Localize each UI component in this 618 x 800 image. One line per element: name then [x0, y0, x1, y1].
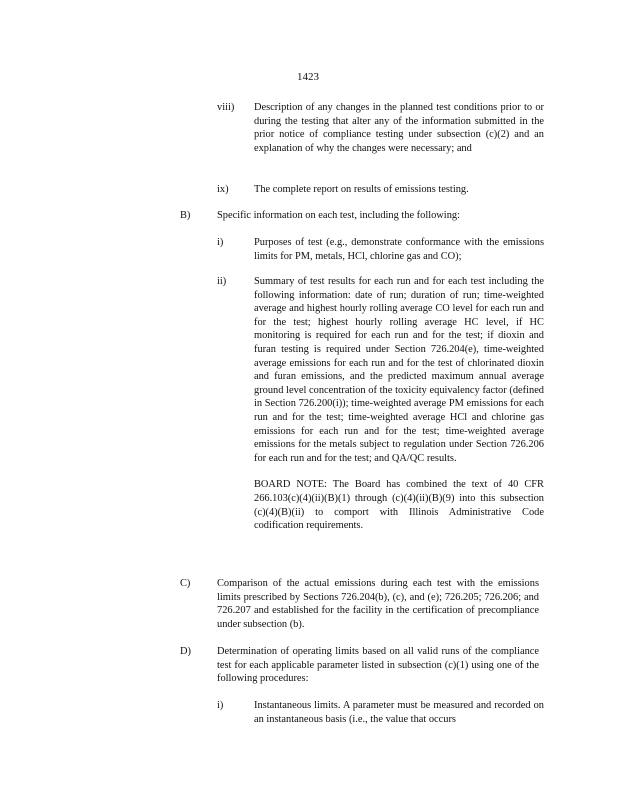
item-text-D-i [254, 699, 544, 726]
paragraph: Purposes of test (e.g., demonstrate conformance with the emissions limits for PM, metals, HCl, chlorine gas and CO); [254, 237, 544, 262]
item-text-D [217, 645, 539, 686]
paragraph: Instantaneous limits. A parameter must be measured and recorded on an instantaneous basis (i.e., the value that occurs [254, 700, 544, 725]
board-note: BOARD NOTE: The Board has combined the text of 40 CFR 266.103(c)(4)(ii)(B)(1) through (c)(4)(ii)(B)(9) into this subsection (c)(4)(B)(ii) to comport with Illinois Administrative Code codification requirements. [254, 479, 544, 532]
item-label-B-ii: ii) [217, 276, 227, 287]
paragraph: Determination of operating limits based on all valid runs of the compliance test for each applicable parameter listed in subsection (c)(1) using one of the following procedures: [217, 646, 539, 685]
item-text-B-ii [254, 275, 544, 533]
item-label-B-i: i) [217, 237, 224, 248]
item-label-viii: viii) [217, 102, 235, 113]
paragraph: The complete report on results of emissions testing. [254, 184, 469, 195]
item-text-B [217, 209, 539, 223]
item-label-D-i: i) [217, 700, 224, 711]
item-label-B: B) [180, 210, 191, 221]
item-label-C: C) [180, 578, 191, 589]
item-text-C [217, 577, 539, 631]
paragraph: Comparison of the actual emissions during each test with the emissions limits prescribed by Sections 726.204(b), (c), and (e); 726.205; 726.206; and 726.207 and established for the facility in the certification of precompliance under subsection (b). [217, 578, 539, 630]
page-number: 1423 [297, 71, 319, 83]
paragraph: Specific information on each test, including the following: [217, 210, 460, 221]
item-text-viii [254, 101, 544, 155]
paragraph: Description of any changes in the planned test conditions prior to or during the testing that alter any of the information submitted in the prior notice of compliance testing under subsection (c)(2) and an explanation of why the changes were necessary; and [254, 102, 544, 154]
item-text-B-i [254, 236, 544, 263]
item-label-ix: ix) [217, 184, 229, 195]
item-text-ix [254, 183, 544, 197]
item-label-D: D) [180, 646, 191, 657]
paragraph: Summary of test results for each run and for each test including the following information: date of run; duration of run; time-weighted average and highest hourly rolling average CO level for each run and for the test; highest hourly rolling average HC level, if HC monitoring is required for each run and for the test; if dioxin and furan testing is required under Section 726.204(e), time-weighted average emissions for each run and for the test of chlorinated dioxin and furan emissions, and the predicted maximum annual average ground level concentration of the toxicity equivalency factor (defined in Section 726.200(i)); time-weighted average PM emissions for each run and for the test; time-weighted average HCl and chlorine gas emissions for each run and for the test; time-weighted average emissions for the metals subject to regulation under Section 726.206 for each run and for the test; and QA/QC results. [254, 276, 544, 464]
